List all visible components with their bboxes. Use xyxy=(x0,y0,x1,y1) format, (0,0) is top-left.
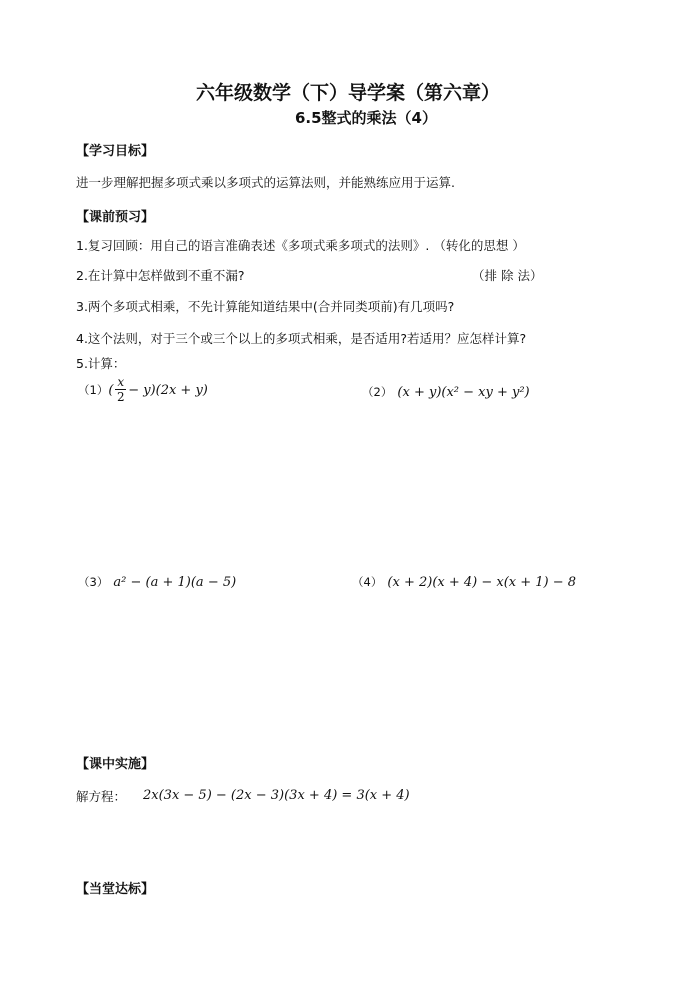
goals-text: 进一步理解把握多项式乘以多项式的运算法则，并能熟练应用于运算. xyxy=(76,175,455,190)
section-heading-target: 【当堂达标】 xyxy=(76,882,155,897)
fraction-denominator: 2 xyxy=(116,390,125,404)
math-expression: (x + y)(x² − xy + y²) xyxy=(397,385,530,400)
math-expression: a² − (a + 1)(a − 5) xyxy=(113,575,237,590)
math-expression: (x + 2)(x + 4) − x(x + 1) − 8 xyxy=(387,575,577,590)
preview-question-1: 1.复习回顾：用自己的语言准确表述《多项式乘多项式的法则》. （转化的思想 ） xyxy=(76,238,525,253)
problem-label: （4） xyxy=(352,575,383,589)
preview-question-5: 5.计算： xyxy=(76,356,126,371)
calc-problem-2 xyxy=(362,381,530,400)
fraction xyxy=(115,376,126,404)
math-paren: ( xyxy=(108,382,114,398)
section-heading-goals: 【学习目标】 xyxy=(76,144,155,159)
solve-label: 解方程： xyxy=(76,789,127,804)
section-heading-preview: 【课前预习】 xyxy=(76,210,155,225)
calc-problem-3 xyxy=(78,571,236,590)
problem-label: （1） xyxy=(78,383,109,397)
calc-problem-1 xyxy=(78,376,208,404)
math-expression: − y)(2x + y) xyxy=(128,382,208,398)
fraction-numerator: x xyxy=(117,375,125,389)
page-title: 六年级数学（下）导学案（第六章） xyxy=(195,82,500,104)
preview-question-3: 3.两个多项式相乘，不先计算能知道结果中(合并同类项前)有几项吗? xyxy=(76,299,455,314)
section-heading-inclass: 【课中实施】 xyxy=(76,757,155,772)
preview-question-4: 4.这个法则，对于三个或三个以上的多项式相乘，是否适用?若适用？应怎样计算? xyxy=(76,331,527,346)
problem-label: （3） xyxy=(78,575,109,589)
calc-problem-4 xyxy=(352,571,576,590)
preview-question-2: 2.在计算中怎样做到不重不漏? xyxy=(76,268,245,283)
equation: 2x(3x − 5) − (2x − 3)(3x + 4) = 3(x + 4) xyxy=(143,788,410,803)
problem-label: （2） xyxy=(362,385,393,399)
lesson-subtitle: 6.5整式的乘法（4） xyxy=(294,109,437,127)
preview-question-2-hint: （排 除 法） xyxy=(472,268,543,283)
